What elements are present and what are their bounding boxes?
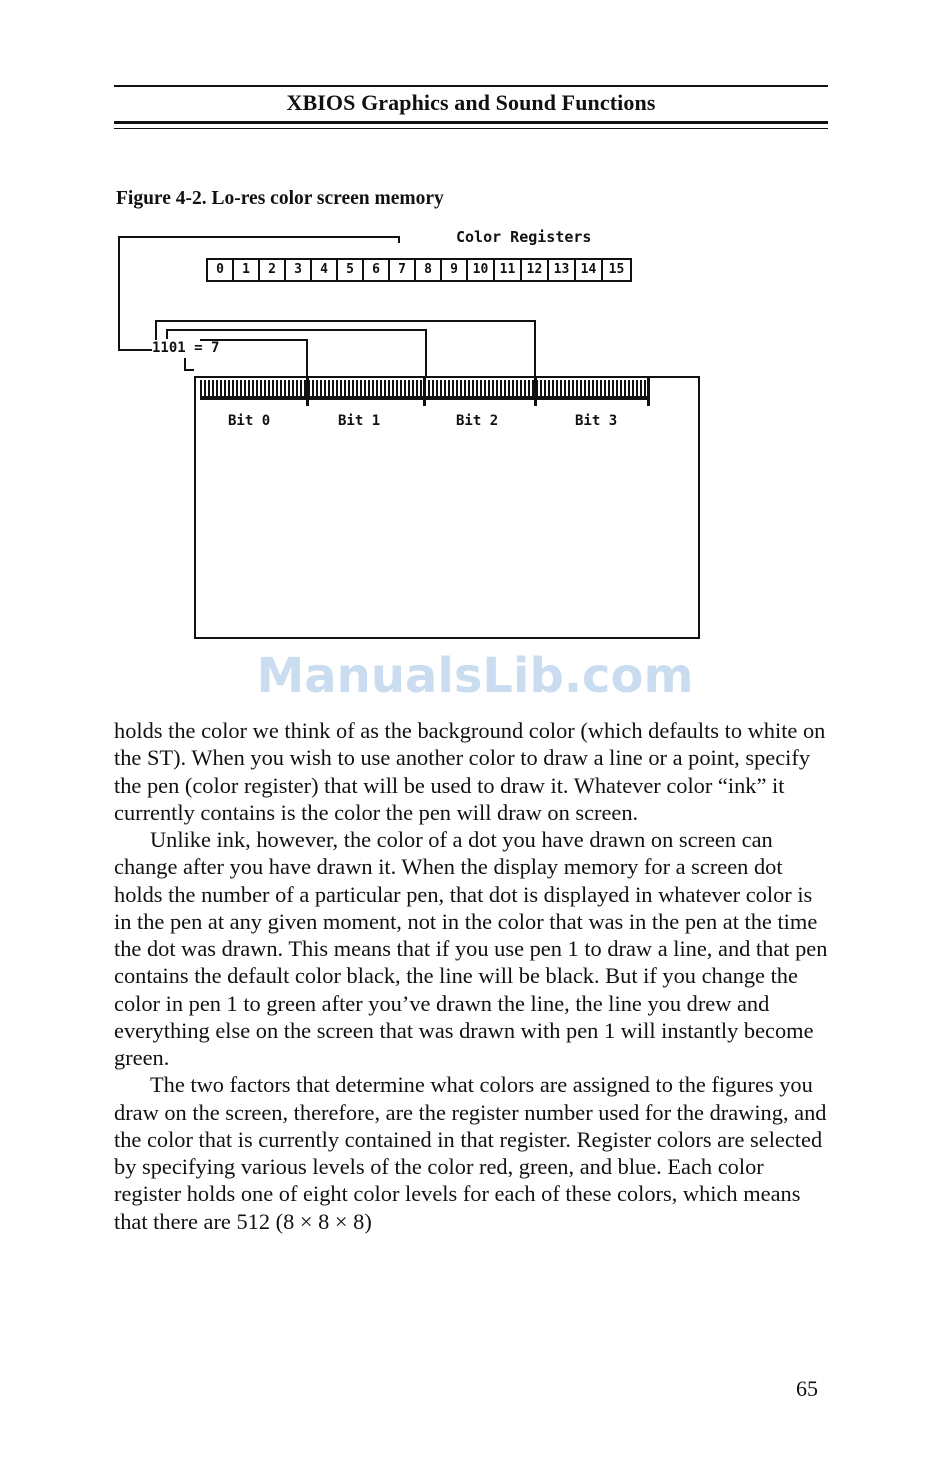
connector-line bbox=[155, 320, 157, 340]
pointer-line bbox=[118, 349, 152, 351]
color-register-cell: 0 bbox=[208, 260, 234, 280]
bit-label: Bit 3 bbox=[575, 413, 618, 429]
color-register-cell: 7 bbox=[390, 260, 416, 280]
color-register-cell: 12 bbox=[522, 260, 549, 280]
pixel-value-label: 1101 = 7 bbox=[152, 340, 220, 356]
watermark: ManualsLib.com bbox=[256, 648, 694, 704]
color-register-cell: 8 bbox=[416, 260, 442, 280]
color-register-cell: 9 bbox=[442, 260, 468, 280]
paragraph: The two factors that determine what colors are assigned to the figures you draw on the screen, therefore, are the register number used for the drawing, and the color that is currently contained in that register. Register colors are selected by specifying various levels of the color red, green, and blue. Each color register holds one of eight color levels for each of these colors, which means that there are 512 (8 × 8 × 8) bbox=[114, 1072, 827, 1234]
pointer-line bbox=[118, 236, 120, 351]
connector-line bbox=[306, 339, 308, 376]
bit-plane-divider bbox=[647, 376, 650, 406]
color-register-cell: 6 bbox=[364, 260, 390, 280]
paragraph: Unlike ink, however, the color of a dot you have drawn on screen can change after you have drawn it. When the display memory for a screen dot holds the number of a particular pen, that dot is displayed in whatever color is in the pen at any given moment, not in the color that was in the pen at the time the dot was drawn. This means that if you use pen 1 to draw a line, and that pen contains the default color black, the line will be black. But if you change the color in pen 1 to green after you’ve drawn the line, the line you drew and everything else on the screen that was drawn with pen 1 will instantly become green. bbox=[114, 827, 828, 1070]
running-header-title: XBIOS Graphics and Sound Functions bbox=[286, 90, 656, 115]
color-register-cell: 3 bbox=[286, 260, 312, 280]
connector-line bbox=[166, 329, 427, 331]
color-register-row bbox=[206, 258, 632, 282]
connector-line bbox=[155, 320, 536, 322]
color-register-cell: 10 bbox=[468, 260, 495, 280]
connector-line bbox=[534, 320, 536, 376]
connector-line bbox=[184, 369, 194, 371]
bit-plane-divider bbox=[423, 376, 426, 406]
paragraph: holds the color we think of as the background color (which defaults to white on the ST). When you wish to use another color to draw a line or a point, specify the pen (color register) that will be used to draw it. Whatever color “ink” it currently contains is the color the pen will draw on screen. bbox=[114, 718, 826, 825]
color-register-cell: 5 bbox=[338, 260, 364, 280]
bit-label: Bit 0 bbox=[228, 413, 271, 429]
bit-label: Bit 2 bbox=[456, 413, 499, 429]
color-register-cell: 15 bbox=[608, 262, 625, 277]
header-rule-top bbox=[114, 85, 828, 87]
color-register-cell: 14 bbox=[576, 260, 603, 280]
header-rule-bottom-1 bbox=[114, 121, 828, 124]
color-register-cell: 13 bbox=[549, 260, 576, 280]
pointer-line bbox=[398, 236, 400, 243]
connector-line bbox=[166, 329, 168, 339]
page-number: 65 bbox=[796, 1376, 818, 1401]
color-registers-label: Color Registers bbox=[456, 228, 592, 246]
bit-plane-divider bbox=[306, 376, 309, 406]
header-rule-bottom-2 bbox=[114, 128, 828, 129]
color-register-cell: 11 bbox=[495, 260, 522, 280]
bit-plane-divider bbox=[534, 376, 537, 406]
bit-label: Bit 1 bbox=[338, 413, 381, 429]
color-register-cell: 4 bbox=[312, 260, 338, 280]
color-register-cell: 1 bbox=[234, 260, 260, 280]
figure-caption: Figure 4-2. Lo-res color screen memory bbox=[116, 188, 444, 209]
body-text bbox=[114, 717, 830, 1235]
color-register-cell: 2 bbox=[260, 260, 286, 280]
connector-line bbox=[425, 329, 427, 376]
pointer-line bbox=[118, 236, 400, 238]
